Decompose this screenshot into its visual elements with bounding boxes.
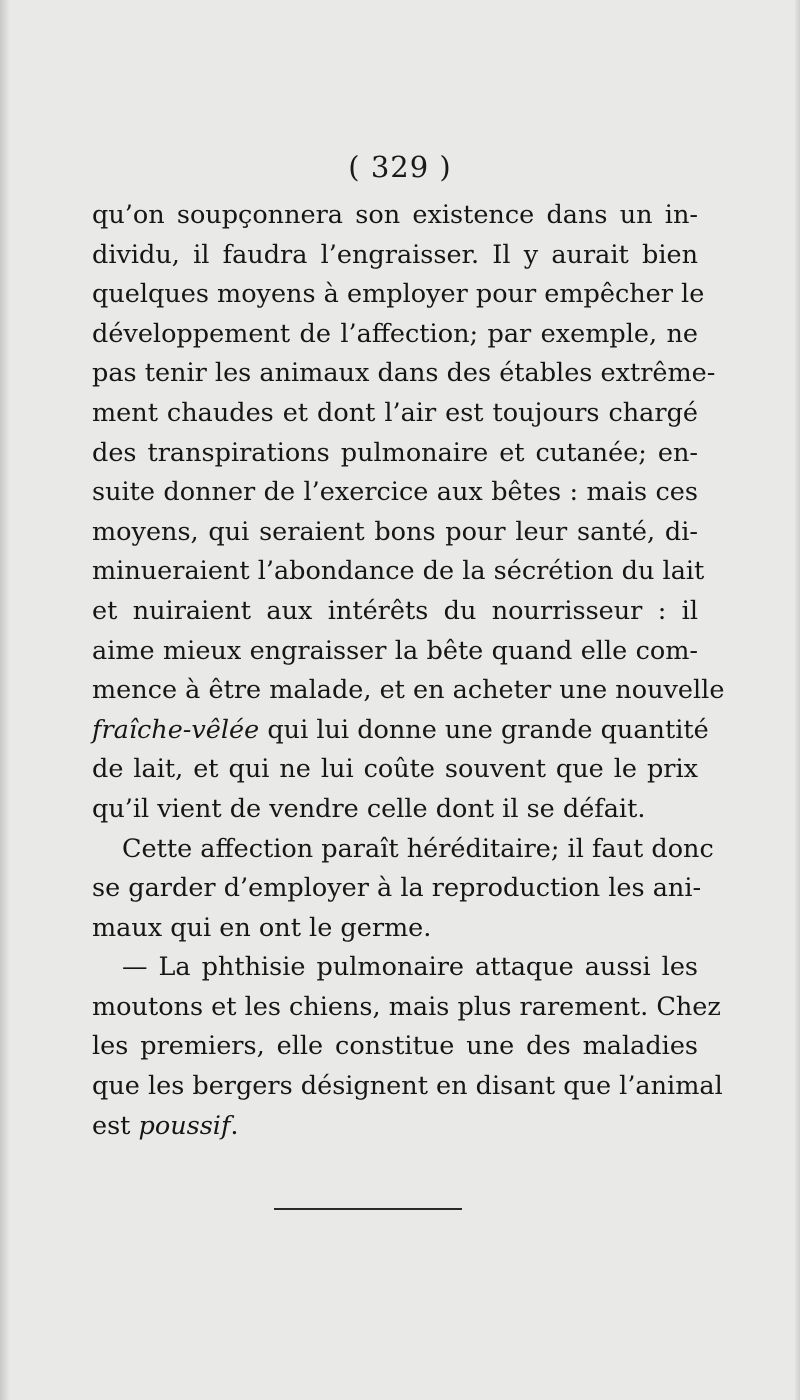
text-run: .: [230, 1110, 239, 1141]
paragraph-line: se garder d’employer à la reproduction les ani-: [92, 873, 702, 904]
scan-edge-left: [0, 0, 10, 1400]
text-line: ment chaudes et dont l’air est toujours chargé: [92, 397, 698, 428]
text-line: aime mieux engraisser la bête quand elle com-: [92, 635, 698, 666]
text-line: et nuiraient aux intérêts du nourrisseur : il: [92, 595, 698, 626]
text-line: des transpirations pulmonaire et cutanée; en-: [92, 437, 698, 468]
text-line: de lait, et qui ne lui coûte souvent que le prix: [92, 754, 698, 785]
italic-term: fraîche-vêlée: [92, 714, 260, 745]
text-line-with-italic: [92, 711, 709, 751]
text-line-with-italic: [92, 1107, 698, 1147]
text-run: qui lui donne une grande quantité: [259, 714, 709, 745]
text-line: qu’il vient de vendre celle dont il se défait.: [92, 793, 646, 824]
text-line: moyens, qui seraient bons pour leur santé, di-: [92, 516, 698, 547]
paragraph-line: — La phthisie pulmonaire attaque aussi les: [122, 952, 698, 983]
paragraph-line: maux qui en ont le germe.: [92, 912, 432, 943]
end-rule: [274, 1208, 462, 1210]
text-line: mence à être malade, et en acheter une nouvelle: [92, 675, 725, 706]
paragraph-line: que les bergers désignent en disant que l’animal: [92, 1071, 723, 1102]
text-line: dividu, il faudra l’engraisser. Il y aurait bien: [92, 239, 698, 270]
text-line: qu’on soupçonnera son existence dans un in-: [92, 200, 698, 230]
paragraph-line: les premiers, elle constitue une des maladies: [92, 1031, 698, 1062]
page-number: ( 329 ): [348, 150, 452, 184]
text-line: suite donner de l’exercice aux bêtes : mais ces: [92, 477, 698, 508]
paragraph-line: moutons et les chiens, mais plus rarement. Chez: [92, 991, 721, 1022]
text-line: pas tenir les animaux dans des étables extrême-: [92, 358, 716, 389]
text-line: quelques moyens à employer pour empêcher le: [92, 279, 705, 310]
paragraph-line: Cette affection paraît héréditaire; il faut donc: [122, 833, 714, 864]
text-line: développement de l’affection; par exemple, ne: [92, 318, 698, 349]
text-line: minueraient l’abondance de la sécrétion du lait: [92, 556, 705, 587]
scan-edge-right: [794, 0, 800, 1400]
body-text: [92, 196, 725, 1146]
italic-term: poussif: [138, 1110, 231, 1141]
text-run: est: [92, 1110, 139, 1141]
